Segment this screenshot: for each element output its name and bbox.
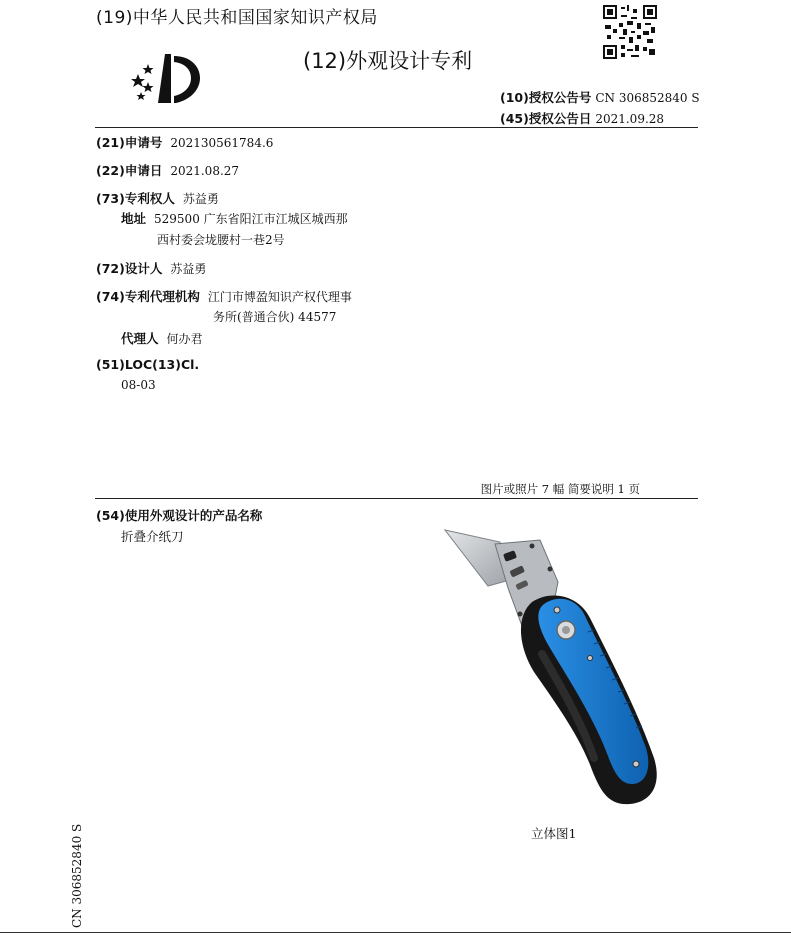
designer-row	[96, 259, 206, 277]
agent-label: 代理人	[121, 331, 159, 346]
filing-date: 2021.08.27	[170, 164, 240, 178]
address-row	[121, 209, 348, 227]
page-bottom-rule	[0, 932, 791, 933]
application-number-label: (21)申请号	[96, 135, 163, 150]
issuing-agency: (19)中华人民共和国国家知识产权局	[96, 8, 378, 28]
publication-date-label: (45)授权公告日	[500, 111, 592, 126]
address-line-2: 西村委会垅腰村一巷2号	[157, 233, 285, 247]
filing-date-row	[96, 161, 239, 179]
application-number: 202130561784.6	[170, 136, 274, 150]
patent-agency-label: (74)专利代理机构	[96, 289, 200, 304]
product-name-label: (54)使用外观设计的产品名称	[96, 508, 263, 523]
designer-label: (72)设计人	[96, 261, 163, 276]
qr-code	[603, 5, 657, 59]
agent-name: 何办君	[166, 332, 203, 346]
product-photo-knife	[440, 522, 670, 812]
publication-date: 2021.09.28	[595, 112, 665, 126]
patent-agency-line-1: 江门市博盈知识产权代理事	[207, 290, 352, 304]
view-caption: 立体图1	[531, 826, 577, 841]
publication-number-row	[500, 88, 700, 106]
side-publication-number: CN 306852840 S	[70, 823, 84, 928]
agent-row	[121, 329, 203, 347]
header-divider	[95, 127, 698, 128]
address-label: 地址	[121, 211, 147, 226]
loc-class-value: 08-03	[121, 378, 156, 392]
designer-name: 苏益勇	[170, 262, 207, 276]
patent-agency-row	[96, 287, 352, 305]
filing-date-label: (22)申请日	[96, 163, 163, 178]
product-name: 折叠介纸刀	[121, 529, 184, 544]
publication-date-row	[500, 109, 664, 127]
product-name-row	[96, 506, 262, 524]
publication-number: CN 306852840 S	[595, 91, 700, 105]
loc-class-label: (51)LOC(13)Cl.	[96, 357, 200, 372]
application-number-row	[96, 133, 273, 151]
loc-class-row	[96, 357, 199, 372]
figure-count: 图片或照片 7 幅 简要说明 1 页	[480, 482, 640, 496]
address-line-1: 529500 广东省阳江市江城区城西那	[154, 212, 348, 226]
document-type-title: (12)外观设计专利	[303, 49, 473, 73]
patentee-name: 苏益勇	[182, 192, 219, 206]
publication-number-label: (10)授权公告号	[500, 90, 592, 105]
patentee-label: (73)专利权人	[96, 191, 175, 206]
section-divider	[95, 498, 698, 499]
cnipa-logo	[128, 48, 206, 106]
patent-agency-line-2: 务所(普通合伙) 44577	[213, 310, 337, 324]
patentee-row	[96, 189, 219, 207]
